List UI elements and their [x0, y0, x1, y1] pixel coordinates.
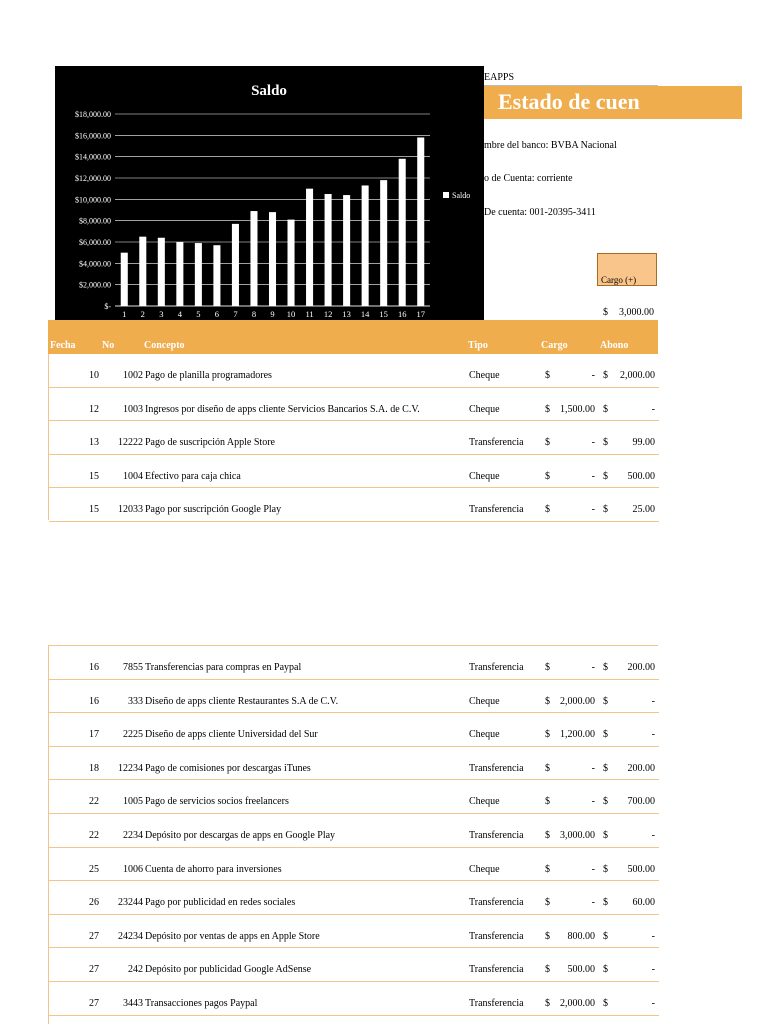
cell-cargo: 1,500.00 [560, 403, 595, 415]
cell-concepto: Pago por publicidad en redes sociales [145, 897, 296, 909]
cell-cargo-currency: $ [545, 863, 550, 875]
cell-tipo: Cheque [469, 403, 500, 415]
chart-bar [139, 237, 146, 306]
cell-no: 1003 [123, 403, 143, 415]
cell-cargo-currency: $ [545, 504, 550, 516]
cell-abono: 25.00 [632, 504, 655, 516]
cell-no: 2225 [123, 729, 143, 741]
cell-fecha: 18 [89, 762, 99, 774]
cell-fecha: 22 [89, 796, 99, 808]
x-tick-label: 8 [251, 309, 257, 319]
cell-cargo-currency: $ [545, 964, 550, 976]
cell-abono-currency: $ [603, 930, 608, 942]
table-section-2 [48, 646, 659, 1024]
chart-bar [362, 185, 369, 306]
cell-abono-currency: $ [603, 403, 608, 415]
cell-tipo: Transferencia [469, 662, 524, 673]
cell-cargo: 3,000.00 [560, 829, 595, 841]
cell-fecha: 27 [89, 964, 99, 976]
y-tick-label: $- [104, 302, 111, 311]
cell-tipo: Cheque [469, 796, 500, 808]
cell-tipo: Transferencia [469, 930, 524, 942]
cell-abono: - [651, 695, 655, 707]
cell-cargo: 2,000.00 [560, 695, 595, 707]
page-title: Estado de cuen [498, 89, 640, 114]
x-tick-label: 9 [270, 309, 275, 319]
cell-abono-currency: $ [603, 504, 608, 516]
cell-abono-currency: $ [603, 897, 608, 909]
cell-fecha: 27 [89, 997, 99, 1009]
cell-abono: - [651, 729, 655, 741]
cell-concepto: Pago de suscripción Apple Store [145, 437, 275, 449]
cell-abono-currency: $ [603, 762, 608, 774]
col-concepto: Concepto [144, 340, 185, 351]
cell-cargo-currency: $ [545, 470, 550, 482]
col-cargo: Cargo [541, 340, 568, 351]
cell-no: 1006 [123, 863, 143, 875]
cell-tipo: Transferencia [469, 762, 524, 774]
cell-concepto: Cuenta de ahorro para inversiones [145, 863, 282, 875]
cell-abono: - [651, 930, 655, 942]
cell-abono-currency: $ [603, 997, 608, 1009]
cell-tipo: Cheque [469, 729, 500, 741]
cell-fecha: 13 [89, 437, 99, 449]
cell-abono-currency: $ [603, 695, 608, 707]
table-row [49, 421, 659, 455]
cell-cargo: 500.00 [567, 964, 595, 976]
cell-tipo: Cheque [469, 470, 500, 482]
cell-concepto: Pago de servicios socios freelancers [145, 796, 289, 808]
cell-abono: 500.00 [627, 470, 655, 482]
cell-abono: 2,000.00 [620, 370, 655, 381]
chart-svg [55, 66, 484, 324]
cell-cargo: - [591, 897, 595, 909]
chart-bar [269, 212, 276, 306]
cell-abono: 200.00 [627, 662, 655, 673]
cell-concepto: Pago de comisiones por descargas iTunes [145, 762, 311, 774]
chart-bar [288, 220, 295, 306]
cell-cargo-currency: $ [545, 829, 550, 841]
cell-cargo: 2,000.00 [560, 997, 595, 1009]
chart-bar [176, 242, 183, 306]
cell-tipo: Cheque [469, 863, 500, 875]
company-name: EAPPS [484, 72, 515, 83]
table-row [49, 848, 659, 882]
cell-cargo: - [591, 762, 595, 774]
legend-label: Saldo [452, 191, 471, 200]
cell-cargo: - [591, 863, 595, 875]
cell-concepto: Depósito por publicidad Google AdSense [145, 964, 312, 976]
cell-cargo-currency: $ [545, 437, 550, 449]
cell-concepto: Transferencias para compras en Paypal [145, 662, 302, 673]
cell-abono: 99.00 [632, 437, 655, 449]
table-header [48, 320, 658, 354]
chart-bar [232, 224, 239, 306]
cell-abono-currency: $ [603, 863, 608, 875]
table-row [49, 814, 659, 848]
col-tipo: Tipo [468, 340, 488, 351]
cell-no: 242 [128, 964, 143, 976]
cell-cargo: - [591, 796, 595, 808]
cell-concepto: Depósito por ventas de apps en Apple Store [145, 930, 320, 942]
cell-no: 23244 [118, 897, 143, 909]
cargo-box-label: Cargo (+) [601, 275, 637, 285]
cell-concepto: Pago de planilla programadores [145, 370, 272, 381]
cell-cargo: - [591, 437, 595, 449]
x-tick-label: 3 [159, 309, 164, 319]
table-row [49, 982, 659, 1016]
cell-concepto: Transacciones pagos Paypal [145, 997, 258, 1009]
cell-no: 333 [128, 695, 143, 707]
chart-bar [250, 211, 257, 306]
cell-tipo: Transferencia [469, 997, 524, 1009]
cell-abono-currency: $ [603, 662, 608, 673]
top-amount: 3,000.00 [619, 307, 654, 318]
cell-fecha: 17 [89, 729, 99, 741]
cell-cargo-currency: $ [545, 997, 550, 1009]
cell-cargo-currency: $ [545, 662, 550, 673]
cell-abono-currency: $ [603, 829, 608, 841]
cell-no: 12234 [118, 762, 143, 774]
x-tick-label: 2 [140, 309, 145, 319]
cell-fecha: 15 [89, 470, 99, 482]
cell-no: 12033 [118, 504, 143, 516]
table-row [49, 948, 659, 982]
cell-abono-currency: $ [603, 437, 608, 449]
table-row [49, 713, 659, 747]
table-row [49, 780, 659, 814]
chart-bar [121, 253, 128, 306]
cell-cargo-currency: $ [545, 897, 550, 909]
x-tick-label: 1 [122, 309, 127, 319]
balance-chart [55, 66, 484, 324]
y-tick-label: $12,000.00 [75, 174, 111, 183]
y-tick-label: $14,000.00 [75, 152, 111, 162]
x-tick-label: 16 [397, 309, 407, 319]
cell-fecha: 16 [89, 695, 99, 707]
cell-abono: 500.00 [627, 863, 655, 875]
x-tick-label: 6 [214, 309, 220, 319]
cell-no: 2234 [123, 829, 143, 841]
legend-swatch [443, 192, 449, 198]
x-tick-label: 5 [196, 309, 201, 319]
chart-title: Saldo [251, 83, 287, 99]
top-amount-sign: $ [603, 307, 608, 318]
cell-no: 1002 [123, 370, 143, 381]
y-tick-label: $16,000.00 [75, 131, 111, 141]
cell-cargo-currency: $ [545, 370, 550, 381]
cell-cargo-currency: $ [545, 729, 550, 741]
table-row [49, 747, 659, 781]
cell-abono: - [651, 964, 655, 976]
cell-fecha: 26 [89, 897, 99, 909]
col-abono: Abono [600, 340, 629, 351]
cell-concepto: Efectivo para caja chica [145, 470, 241, 482]
cell-abono-currency: $ [603, 729, 608, 741]
cell-concepto: Depósito por descargas de apps en Google Play [145, 829, 336, 841]
cell-no: 1005 [123, 796, 143, 808]
cell-fecha: 25 [89, 863, 99, 875]
cell-abono-currency: $ [603, 964, 608, 976]
x-tick-label: 12 [323, 309, 333, 319]
cell-abono: 200.00 [627, 762, 655, 774]
col-no: No [102, 340, 115, 351]
bank-name: mbre del banco: BVBA Nacional [484, 140, 617, 151]
cell-abono: - [651, 997, 655, 1009]
cell-no: 7855 [123, 662, 143, 673]
x-tick-label: 14 [360, 309, 370, 319]
chart-bar [306, 189, 313, 306]
title-band [484, 86, 742, 119]
x-tick-label: 4 [177, 309, 182, 319]
y-tick-label: $10,000.00 [75, 195, 111, 205]
col-fecha: Fecha [50, 340, 76, 351]
cell-cargo: - [591, 370, 595, 381]
cell-cargo-currency: $ [545, 695, 550, 707]
account-number: De cuenta: 001-20395-3411 [484, 207, 596, 218]
cell-no: 24234 [118, 930, 143, 942]
cell-fecha: 22 [89, 829, 99, 841]
chart-bar [158, 238, 165, 306]
x-tick-label: 10 [286, 309, 296, 319]
chart-bar [213, 245, 220, 306]
account-type: o de Cuenta: corriente [484, 173, 573, 184]
cell-abono: 700.00 [627, 796, 655, 808]
table-row [49, 881, 659, 915]
cell-concepto: Diseño de apps cliente Universidad del Sur [145, 729, 318, 741]
x-tick-label: 17 [416, 309, 425, 319]
chart-bar [399, 159, 406, 306]
cell-tipo: Transferencia [469, 964, 524, 976]
chart-bar [325, 194, 332, 306]
cell-tipo: Cheque [469, 695, 500, 707]
table-row [49, 680, 659, 714]
cell-no: 1004 [123, 470, 143, 482]
chart-bar [417, 137, 424, 306]
table-row [49, 915, 659, 949]
cell-cargo: - [591, 504, 595, 516]
cell-concepto: Ingresos por diseño de apps cliente Servicios Bancarios S.A. de C.V. [145, 403, 420, 415]
x-tick-label: 13 [342, 309, 351, 319]
chart-bar [195, 243, 202, 306]
table-row [49, 455, 659, 489]
cell-abono: - [651, 829, 655, 841]
cell-cargo-currency: $ [545, 403, 550, 415]
cell-tipo: Cheque [469, 370, 500, 381]
y-tick-label: $8,000.00 [79, 216, 111, 226]
cell-cargo: 1,200.00 [560, 729, 595, 741]
chart-bar [380, 180, 387, 306]
table-section-1 [48, 354, 659, 520]
y-tick-label: $18,000.00 [75, 110, 111, 119]
y-tick-label: $4,000.00 [79, 259, 111, 269]
cell-abono: - [651, 403, 655, 415]
chart-bar [343, 195, 350, 306]
x-tick-label: 11 [305, 309, 314, 319]
cell-fecha: 16 [89, 662, 99, 673]
table-row [49, 646, 659, 680]
cell-abono-currency: $ [603, 370, 608, 381]
cargo-box [597, 253, 657, 286]
x-tick-label: 15 [379, 309, 388, 319]
cell-tipo: Transferencia [469, 897, 524, 909]
cell-cargo-currency: $ [545, 796, 550, 808]
x-tick-label: 7 [233, 309, 238, 319]
cell-abono-currency: $ [603, 796, 608, 808]
cell-cargo: 800.00 [567, 930, 595, 942]
cell-cargo: - [591, 470, 595, 482]
cell-no: 12222 [118, 437, 143, 449]
cell-tipo: Transferencia [469, 504, 524, 516]
cell-cargo-currency: $ [545, 930, 550, 942]
cell-abono: 60.00 [632, 897, 655, 909]
cell-fecha: 10 [89, 370, 99, 381]
table-row [49, 354, 659, 388]
cell-no: 3443 [123, 997, 143, 1009]
cell-tipo: Transferencia [469, 829, 524, 841]
table-row [49, 388, 659, 422]
cell-tipo: Transferencia [469, 437, 524, 449]
cell-cargo-currency: $ [545, 762, 550, 774]
cell-concepto: Diseño de apps cliente Restaurantes S.A de C.V. [145, 695, 339, 707]
table-row [49, 488, 659, 522]
cell-cargo: - [591, 662, 595, 673]
cell-concepto: Pago por suscripción Google Play [145, 504, 282, 516]
cell-fecha: 15 [89, 504, 99, 516]
cell-fecha: 12 [89, 403, 99, 415]
cell-abono-currency: $ [603, 470, 608, 482]
y-tick-label: $6,000.00 [79, 238, 111, 247]
y-tick-label: $2,000.00 [79, 280, 111, 290]
cell-fecha: 27 [89, 930, 99, 942]
